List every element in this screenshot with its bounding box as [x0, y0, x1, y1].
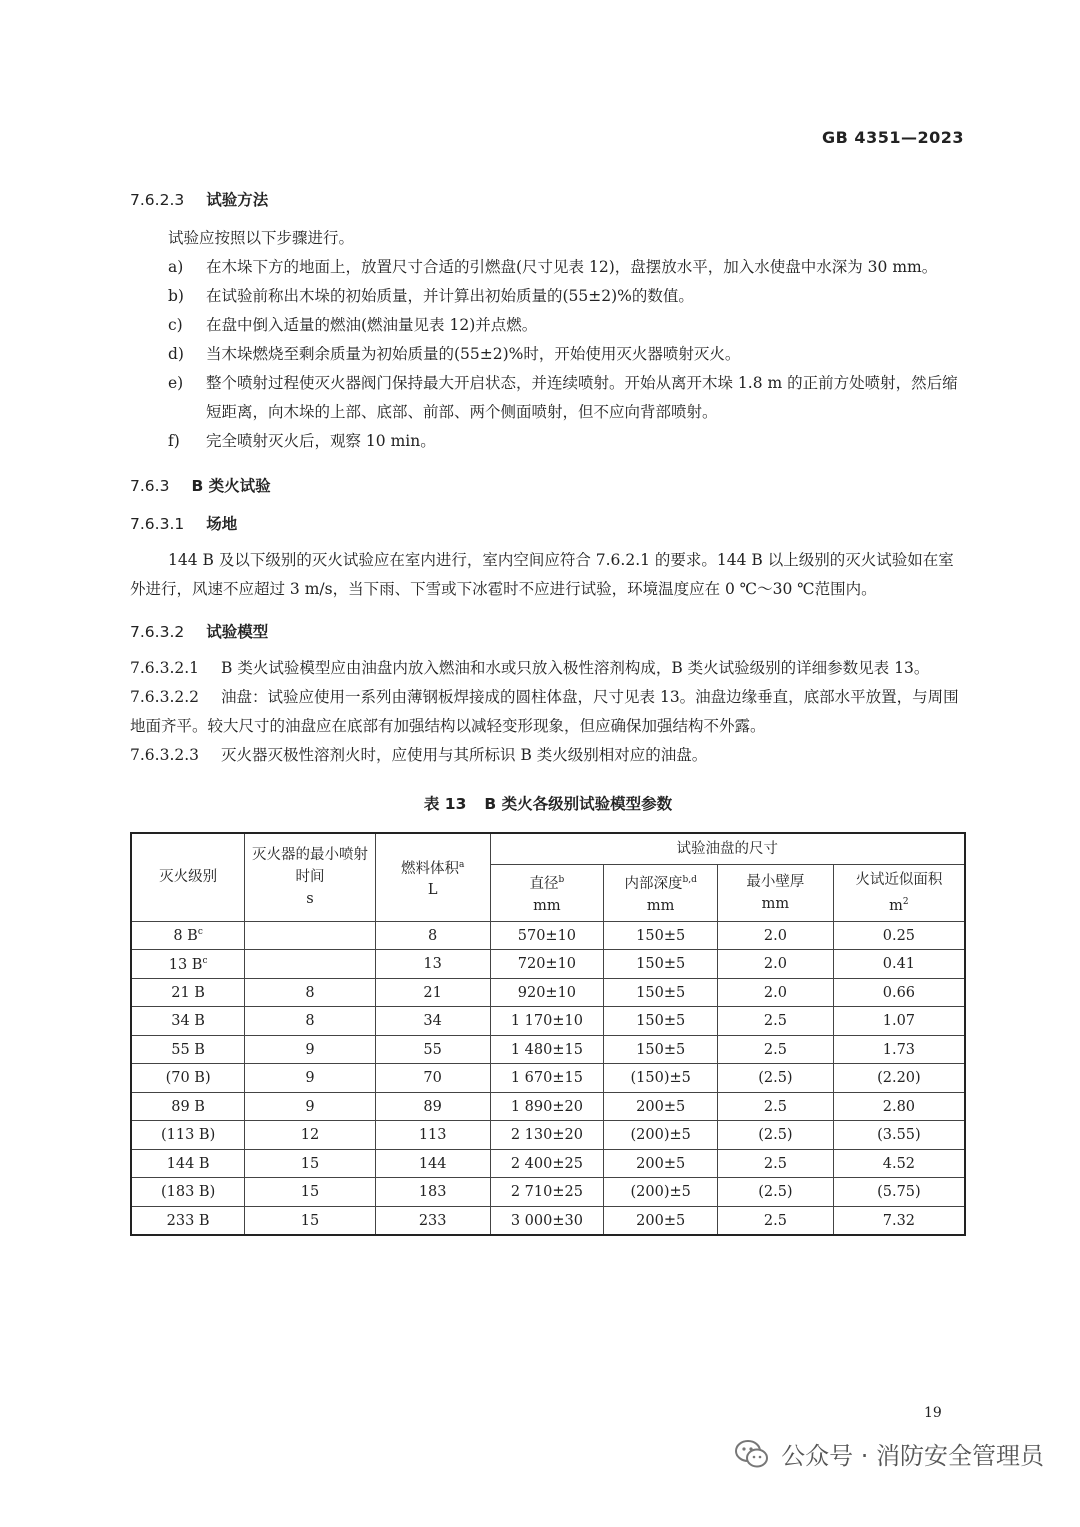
table-body	[131, 921, 965, 1235]
cell-wall: 2.5	[718, 1149, 834, 1178]
header-spray-time: 灭火器的最小喷射时间 s	[245, 833, 376, 921]
cell-time: 15	[245, 1178, 376, 1207]
header-level: 灭火级别	[131, 833, 245, 921]
cell-area: (5.75)	[833, 1178, 965, 1207]
cell-fuel: 34	[375, 1007, 490, 1036]
parameters-table	[130, 832, 966, 1236]
cell-diameter: 2 710±25	[490, 1178, 604, 1207]
wechat-logo-icon	[735, 1439, 769, 1469]
table-title: 表 13 B 类火各级别试验模型参数	[423, 795, 673, 813]
steps-list	[130, 253, 966, 456]
cell-depth: (150)±5	[604, 1064, 718, 1093]
cell-time: 15	[245, 1149, 376, 1178]
header-fuel-volume: 燃料体积$^a$ L	[375, 833, 490, 921]
cell-depth: (200)±5	[604, 1121, 718, 1150]
cell-depth: (200)±5	[604, 1178, 718, 1207]
cell-level: (183 B)	[131, 1178, 245, 1207]
cell-level: 233 B	[131, 1206, 245, 1235]
cell-fuel: 21	[375, 978, 490, 1007]
cell-fuel: 144	[375, 1149, 490, 1178]
cell-depth: 200±5	[604, 1092, 718, 1121]
cell-fuel: 113	[375, 1121, 490, 1150]
cell-diameter: 3 000±30	[490, 1206, 604, 1235]
cell-time: 8	[245, 1007, 376, 1036]
cell-fuel: 89	[375, 1092, 490, 1121]
cell-level: (70 B)	[131, 1064, 245, 1093]
cell-area: (2.20)	[833, 1064, 965, 1093]
cell-time: 15	[245, 1206, 376, 1235]
cell-wall: (2.5)	[718, 1178, 834, 1207]
cell-time: 9	[245, 1035, 376, 1064]
cell-wall: 2.5	[718, 1035, 834, 1064]
section-heading-7631: 7.6.3.1 场地	[130, 515, 238, 533]
step-item: c) 在盘中倒入适量的燃油(燃油量见表 12)并点燃。	[168, 316, 538, 334]
cell-level: 89 B	[131, 1092, 245, 1121]
cell-level: (113 B)	[131, 1121, 245, 1150]
cell-area: 1.73	[833, 1035, 965, 1064]
clause-paragraph: 7.6.3.2.3 灭火器灭极性溶剂火时，应使用与其所标识 B 类火级别相对应的油盘。	[130, 746, 708, 764]
step-item: e) 整个喷射过程使灭火器阀门保持最大开启状态，并连续喷射。开始从离开木垛 1.8 m 的正前方处喷射，然后缩短距离，向木垛的上部、底部、前部、两个侧面喷射，但不应向背部喷射。	[168, 374, 958, 421]
cell-level: 55 B	[131, 1035, 245, 1064]
cell-depth: 150±5	[604, 978, 718, 1007]
table-row	[131, 1121, 965, 1150]
cell-depth: 150±5	[604, 950, 718, 979]
page-number: 19	[924, 1405, 942, 1421]
cell-area: 1.07	[833, 1007, 965, 1036]
cell-wall: 2.0	[718, 921, 834, 950]
cell-level: 13 $B^c$	[131, 950, 245, 979]
cell-depth: 200±5	[604, 1206, 718, 1235]
clause-paragraph: 7.6.3.2.1 B 类火试验模型应由油盘内放入燃油和水或只放入极性溶剂构成，B 类火试验级别的详细参数见表 13。	[130, 659, 930, 677]
cell-time: 12	[245, 1121, 376, 1150]
cell-time	[245, 950, 376, 979]
cell-depth: 150±5	[604, 1007, 718, 1036]
cell-wall: (2.5)	[718, 1064, 834, 1093]
cell-diameter: 1 890±20	[490, 1092, 604, 1121]
cell-area: 0.25	[833, 921, 965, 950]
table-row	[131, 978, 965, 1007]
cell-diameter: 2 130±20	[490, 1121, 604, 1150]
cell-time: 8	[245, 978, 376, 1007]
site-paragraph: 144 B 及以下级别的灭火试验应在室内进行，室内空间应符合 7.6.2.1 的要求。144 B 以上级别的灭火试验如在室外进行，风速不应超过 3 m/s，当下雨、下雪或下冰雹时不应进行试验，环境温度应在 0 ℃～30 ℃范围内。	[130, 551, 954, 598]
table-row	[131, 1206, 965, 1235]
step-item: b) 在试验前称出木垛的初始质量，并计算出初始质量的(55±2)%的数值。	[168, 287, 694, 305]
cell-diameter: 2 400±25	[490, 1149, 604, 1178]
table-row	[131, 950, 965, 979]
header-depth: 内部深度$^{b,d}$ mm	[604, 865, 718, 922]
cell-fuel: 233	[375, 1206, 490, 1235]
cell-wall: (2.5)	[718, 1121, 834, 1150]
cell-wall: 2.5	[718, 1206, 834, 1235]
table-row	[131, 1092, 965, 1121]
table-row	[131, 1178, 965, 1207]
cell-depth: 200±5	[604, 1149, 718, 1178]
cell-diameter: 920±10	[490, 978, 604, 1007]
clause-paragraph: 7.6.3.2.2 油盘：试验应使用一系列由薄钢板焊接成的圆柱体盘，尺寸见表 13。油盘边缘垂直，底部水平放置，与周围地面齐平。较大尺寸的油盘应在底部有加强结构以减轻变形现象，但应确保加强结构不外露。	[130, 688, 959, 735]
cell-area: 7.32	[833, 1206, 965, 1235]
cell-fuel: 70	[375, 1064, 490, 1093]
cell-diameter: 720±10	[490, 950, 604, 979]
step-item: f) 完全喷射灭火后，观察 10 min。	[168, 432, 436, 450]
cell-area: 0.66	[833, 978, 965, 1007]
cell-fuel: 55	[375, 1035, 490, 1064]
standard-number: GB 4351—2023	[822, 128, 964, 147]
document-body	[130, 188, 966, 1236]
cell-wall: 2.0	[718, 978, 834, 1007]
table-row	[131, 1035, 965, 1064]
cell-diameter: 1 170±10	[490, 1007, 604, 1036]
table-row	[131, 1064, 965, 1093]
cell-level: 8 $B^c$	[131, 921, 245, 950]
cell-level: 21 B	[131, 978, 245, 1007]
section-heading-763: 7.6.3 B 类火试验	[130, 477, 271, 495]
cell-area: 0.41	[833, 950, 965, 979]
cell-time	[245, 921, 376, 950]
step-item: a) 在木垛下方的地面上，放置尺寸合适的引燃盘(尺寸见表 12)，盘摆放水平，加入水使盘中水深为 30 mm。	[168, 258, 938, 276]
cell-time: 9	[245, 1092, 376, 1121]
cell-time: 9	[245, 1064, 376, 1093]
table-row	[131, 921, 965, 950]
table-header-row	[131, 833, 965, 865]
header-diameter: 直径$^b$ mm	[490, 865, 604, 922]
cell-depth: 150±5	[604, 1035, 718, 1064]
header-area: 火试近似面积 $m^2$	[833, 865, 965, 922]
header-wall: 最小壁厚 mm	[718, 865, 834, 922]
section-heading-7632: 7.6.3.2 试验模型	[130, 623, 269, 641]
cell-fuel: 13	[375, 950, 490, 979]
cell-diameter: 570±10	[490, 921, 604, 950]
cell-area: 2.80	[833, 1092, 965, 1121]
steps-intro: 试验应按照以下步骤进行。	[168, 229, 355, 247]
header-tray-size: 试验油盘的尺寸	[490, 833, 965, 865]
watermark	[735, 1436, 1044, 1471]
section-heading-7623: 7.6.2.3 试验方法	[130, 191, 269, 209]
cell-diameter: 1 670±15	[490, 1064, 604, 1093]
watermark-text: 公众号 · 消防安全管理员	[781, 1442, 1044, 1470]
cell-wall: 2.0	[718, 950, 834, 979]
cell-area: (3.55)	[833, 1121, 965, 1150]
table-row	[131, 1007, 965, 1036]
table-row	[131, 1149, 965, 1178]
cell-area: 4.52	[833, 1149, 965, 1178]
cell-depth: 150±5	[604, 921, 718, 950]
cell-fuel: 183	[375, 1178, 490, 1207]
cell-wall: 2.5	[718, 1007, 834, 1036]
cell-level: 34 B	[131, 1007, 245, 1036]
step-item: d) 当木垛燃烧至剩余质量为初始质量的(55±2)%时，开始使用灭火器喷射灭火。	[168, 345, 741, 363]
cell-wall: 2.5	[718, 1092, 834, 1121]
cell-diameter: 1 480±15	[490, 1035, 604, 1064]
cell-fuel: 8	[375, 921, 490, 950]
cell-level: 144 B	[131, 1149, 245, 1178]
